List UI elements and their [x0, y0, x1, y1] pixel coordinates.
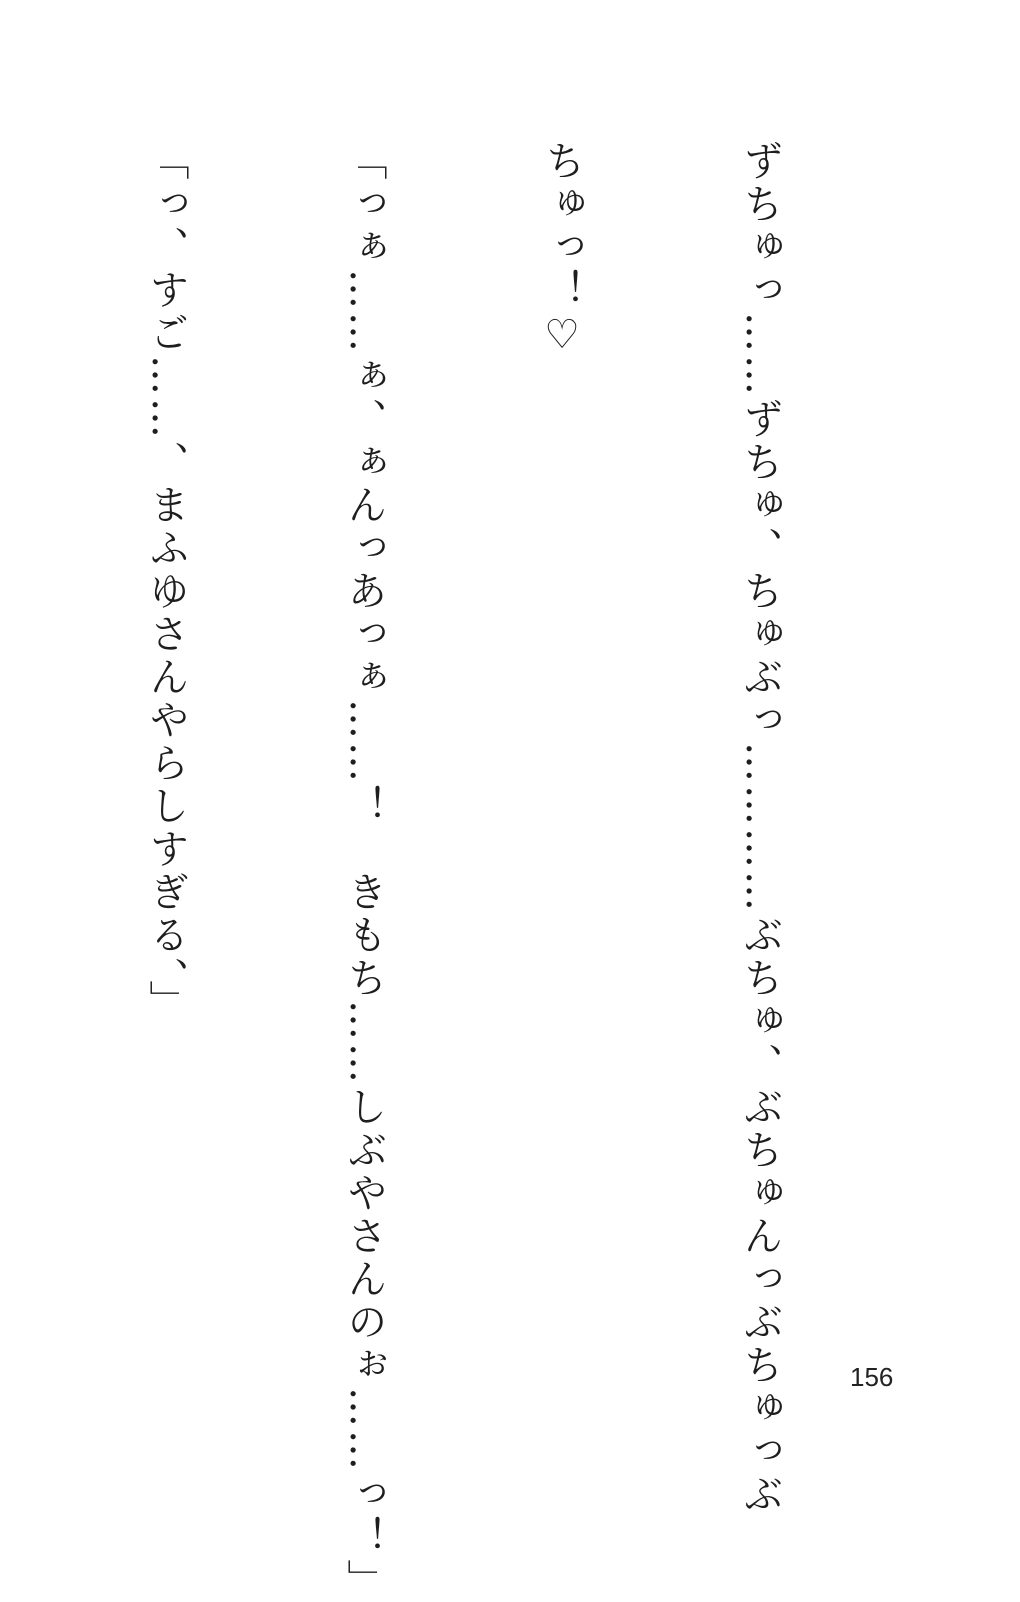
- text-line: ずちゅっ……ずちゅ、ちゅぶっ…………ぶちゅ、ぶちゅんっぶちゅっぶ: [737, 140, 783, 1516]
- text-line: ちゅっ！♡: [539, 140, 585, 361]
- page-number: 156: [850, 1362, 894, 1392]
- text-line: 「っ、すご……、まふゆさんやらしすぎる、」: [143, 140, 189, 1023]
- text-line: 「っぁ……ぁ、ぁんっあっぁ……！ きもち……しぶやさんのぉ……っ！」: [341, 140, 387, 1602]
- text-line: [0, 140, 1, 1360]
